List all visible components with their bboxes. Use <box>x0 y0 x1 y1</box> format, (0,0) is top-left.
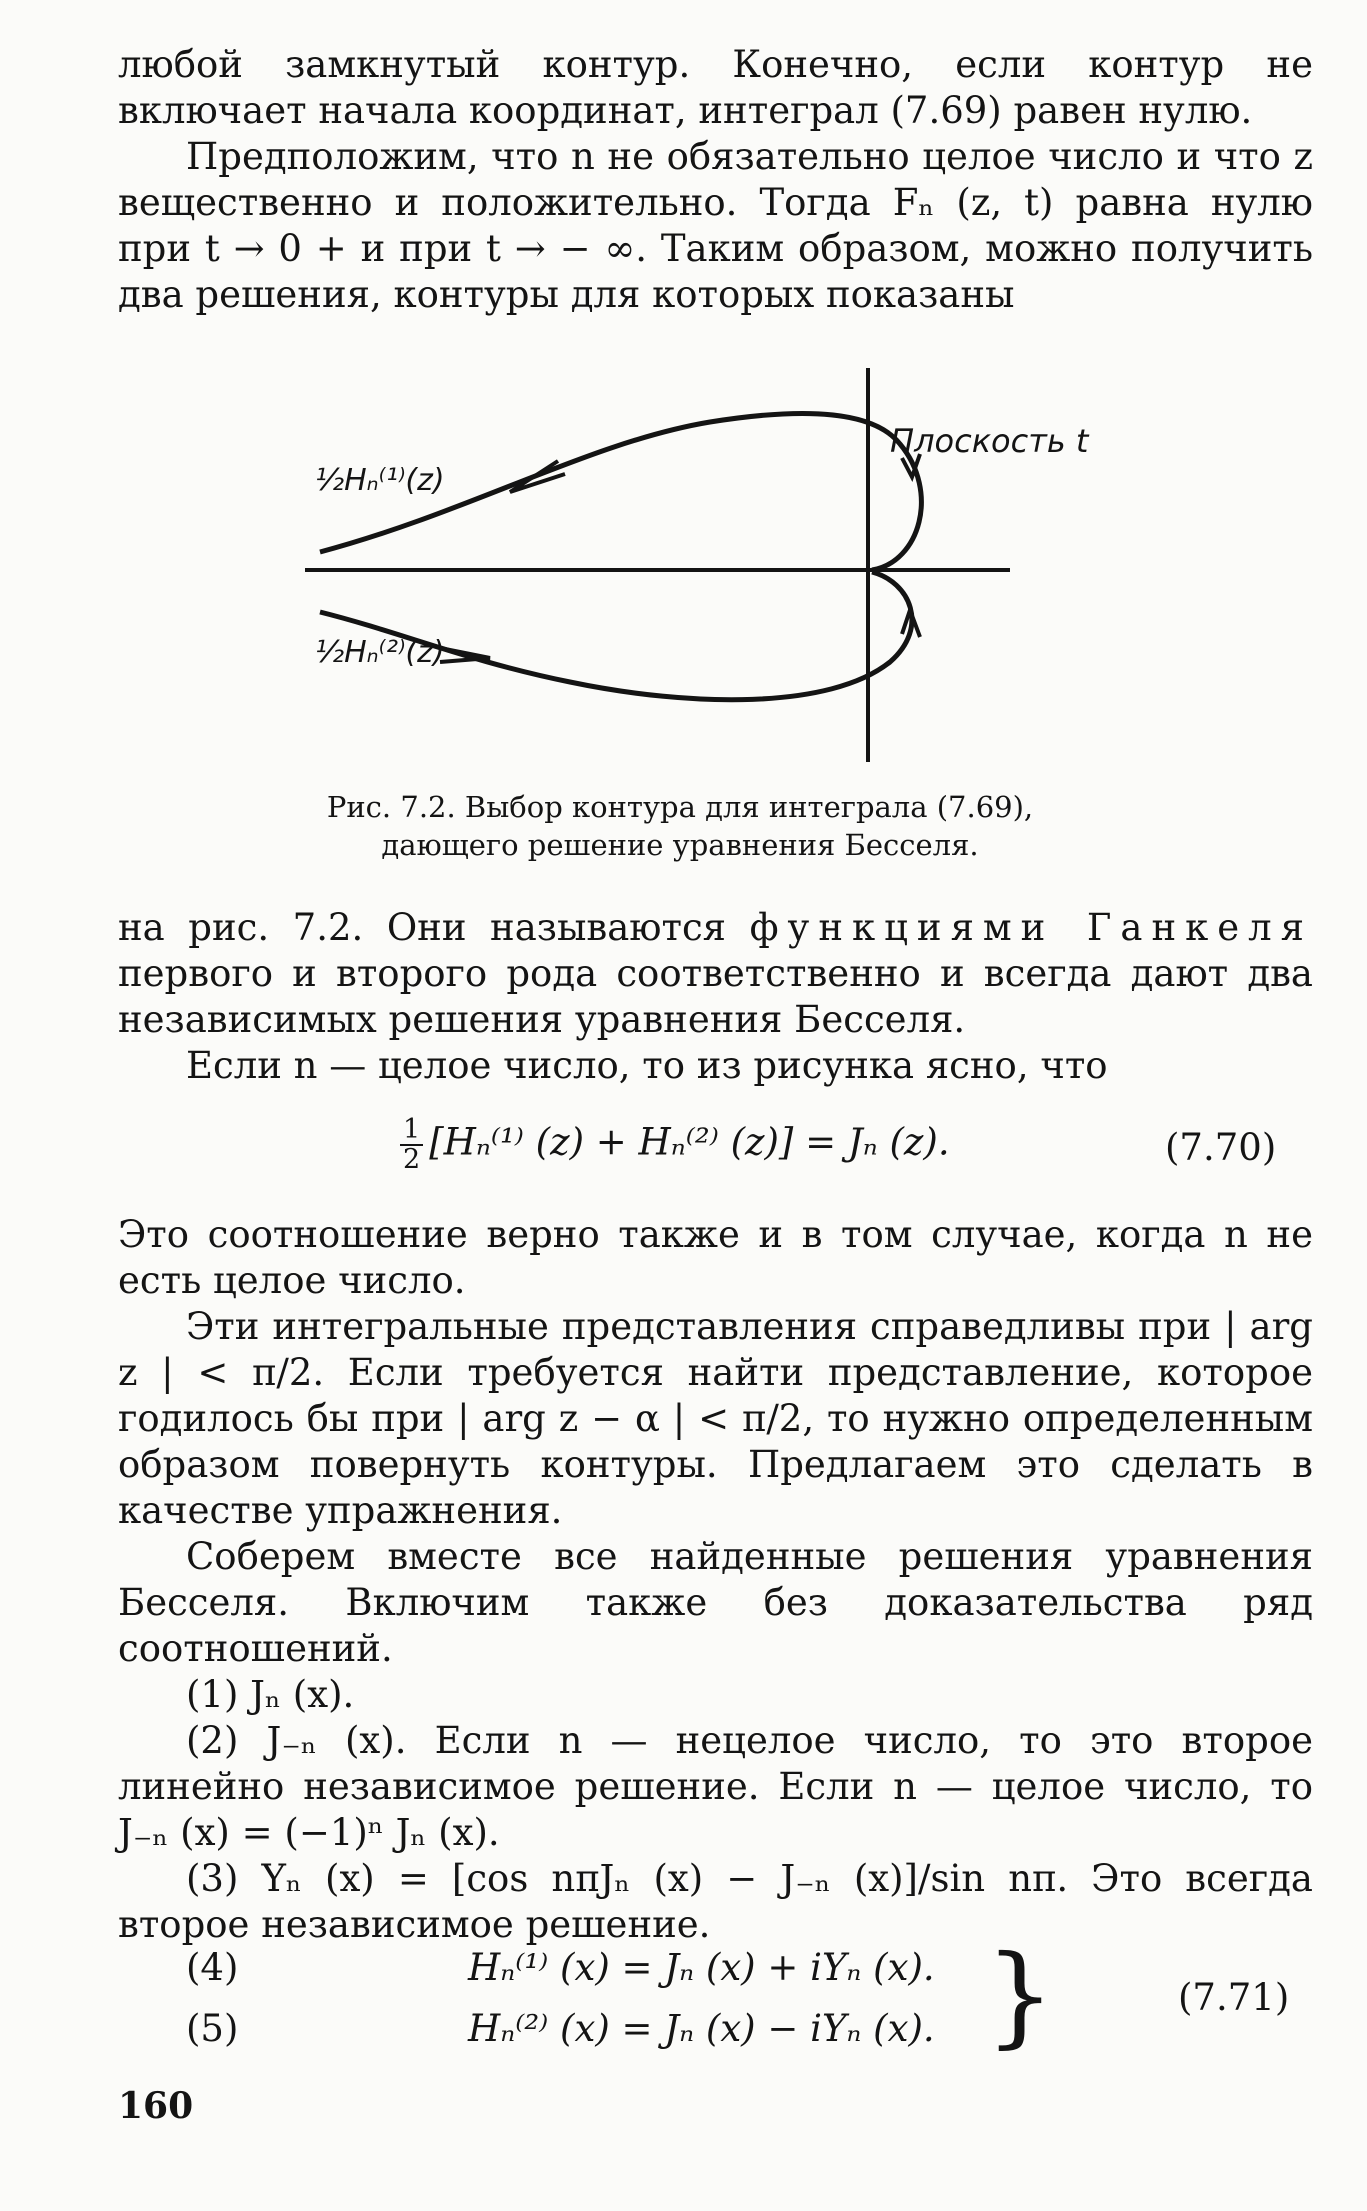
lower-curve-label: ½Hₙ⁽²⁾(z) <box>315 635 445 670</box>
body-text-block-2 <box>118 1212 1313 1948</box>
paragraph-6: Эти интегральные представления справедливы при | arg z | < π/2. Если требуется найти представление, которое годилось бы при | arg z − α | < π/2, то нужно определенным образом повернуть контуры. Предлагаем это сделать в качестве упражнения. <box>118 1305 1313 1532</box>
paragraph-3 <box>118 905 1313 1043</box>
lower-arrow-left <box>440 648 490 662</box>
list-item-2: (2) J₋ₙ (x). Если n — нецелое число, то это второе линейно независимое решение. Если n — целое число, то J₋ₙ (x) = (−1)ⁿ Jₙ (x). <box>118 1719 1313 1854</box>
top-text-block <box>118 42 1313 318</box>
equation-7-70-number: (7.70) <box>1165 1126 1277 1169</box>
list-item-1: (1) Jₙ (x). <box>186 1673 355 1716</box>
paragraph-7: Соберем вместе все найденные решения уравнения Бесселя. Включим также без доказательства ряд соотношений. <box>118 1535 1313 1670</box>
half-fraction <box>400 1116 423 1174</box>
paragraph-3-rest: первого и второго рода соответственно и всегда дают два независимых решения уравнения Бесселя. <box>118 952 1313 1041</box>
equation-4-label: (4) <box>186 1946 239 1989</box>
upper-curve-label: ½Hₙ⁽¹⁾(z) <box>315 463 445 498</box>
paragraph-5: Это соотношение верно также и в том случае, когда n не есть целое число. <box>118 1213 1313 1302</box>
equation-5: Hₙ⁽²⁾ (x) = Jₙ (x) − iYₙ (x). <box>468 2007 935 2050</box>
paragraph-2: Предположим, что n не обязательно целое число и что z вещественно и положительно. Тогда Fₙ (z, t) равна нулю при t → 0 + и при t → − ∞. Таким образом, можно получить два решения, контуры для которых показаны <box>118 135 1313 316</box>
caption-line-2: дающего решение уравнения Бесселя. <box>381 828 979 862</box>
body-text-block-1 <box>118 905 1313 1089</box>
hankel-term: функциями Ганкеля <box>749 906 1313 949</box>
equation-7-70 <box>400 1116 950 1174</box>
page-number: 160 <box>118 2085 194 2127</box>
frac-top: 1 <box>400 1116 423 1146</box>
list-item-3: (3) Yₙ (x) = [cos nπJₙ (x) − J₋ₙ (x)]/sin nπ. Это всегда второе независимое решение. <box>118 1857 1313 1946</box>
figure-caption <box>200 788 1160 864</box>
paragraph-1: любой замкнутый контур. Конечно, если контур не включает начала координат, интеграл (7.69) равен нулю. <box>118 43 1313 132</box>
caption-line-1: Рис. 7.2. Выбор контура для интеграла (7.69), <box>326 790 1034 824</box>
paragraph-3-lead: на рис. 7.2. Они называются <box>118 906 750 949</box>
frac-bottom: 2 <box>403 1144 421 1175</box>
equation-7-70-body: [Hₙ⁽¹⁾ (z) + Hₙ⁽²⁾ (z)] = Jₙ (z). <box>429 1120 950 1164</box>
paragraph-4: Если n — целое число, то из рисунка ясно, что <box>186 1044 1108 1087</box>
equation-7-71-number: (7.71) <box>1178 1976 1290 2019</box>
plane-label: Плоскость t <box>890 422 1089 460</box>
contour-figure <box>290 362 1090 772</box>
equation-5-label: (5) <box>186 2007 239 2050</box>
equation-4: Hₙ⁽¹⁾ (x) = Jₙ (x) + iYₙ (x). <box>468 1946 935 1989</box>
right-brace: } <box>985 1931 1055 2059</box>
